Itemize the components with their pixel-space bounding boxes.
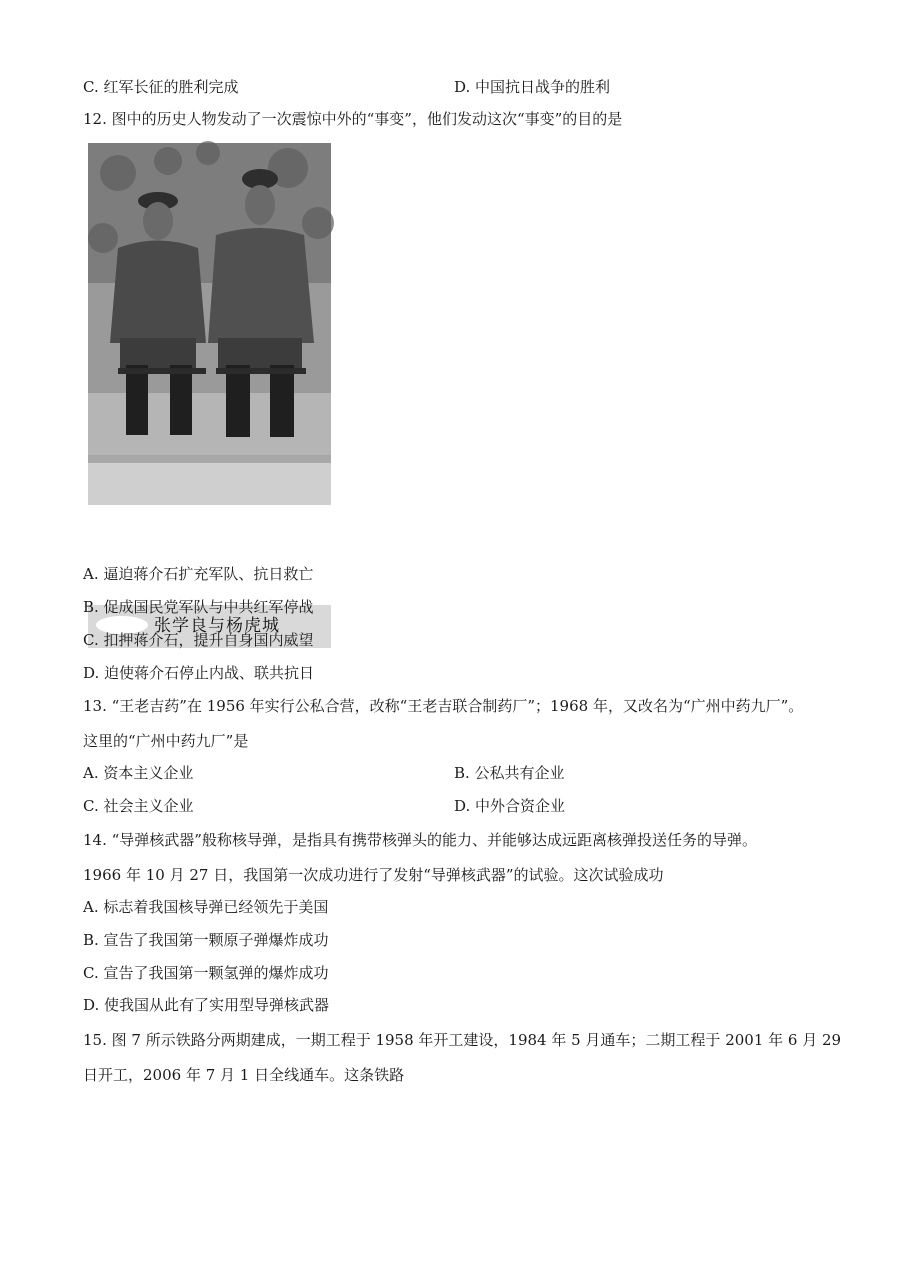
q11-option-d: D. 中国抗日战争的胜利	[454, 78, 611, 96]
q12-option-d: D. 迫使蒋介石停止内战、联共抗日	[83, 664, 315, 682]
q14-option-c: C. 宣告了我国第一颗氢弹的爆炸成功	[83, 964, 329, 982]
q12-option-a: A. 逼迫蒋介石扩充军队、抗日救亡	[83, 565, 314, 583]
q11-options-cd	[83, 77, 843, 97]
q11-option-c: C. 红军长征的胜利完成	[83, 78, 239, 96]
q13-option-a: A. 资本主义企业	[83, 764, 194, 782]
q13-options-ab	[83, 763, 843, 783]
q13-stem-line2: 这里的“广州中药九厂”是	[83, 732, 249, 750]
photo-illustration	[88, 143, 331, 505]
q14-option-d: D. 使我国从此有了实用型导弹核武器	[83, 996, 330, 1014]
q14-option-b: B. 宣告了我国第一颗原子弹爆炸成功	[83, 931, 329, 949]
q14-stem-line2: 1966 年 10 月 27 日，我国第一次成功进行了发射“导弹核武器”的试验。这次试验成功	[83, 866, 664, 884]
q13-option-d: D. 中外合资企业	[454, 797, 566, 815]
q13-option-b: B. 公私共有企业	[454, 764, 565, 782]
photo-caption: 张学良与杨虎城	[154, 616, 280, 636]
q12-stem: 12. 图中的历史人物发动了一次震惊中外的“事变”，他们发动这次“事变”的目的是	[83, 110, 623, 128]
q12-option-c: C. 扣押蒋介石，提升自身国内威望	[83, 631, 314, 649]
q12-option-b: B. 促成国民党军队与中共红军停战	[83, 598, 314, 616]
q14-stem-line1: 14. “导弹核武器”般称核导弹，是指具有携带核弹头的能力、并能够达成远距离核弹投送任务的导弹。	[83, 831, 757, 849]
q14-option-a: A. 标志着我国核导弹已经领先于美国	[83, 898, 329, 916]
q13-option-c: C. 社会主义企业	[83, 797, 194, 815]
q15-stem-line1: 15. 图 7 所示铁路分两期建成，一期工程于 1958 年开工建设，1984 年 5 月通车；二期工程于 2001 年 6 月 29	[83, 1031, 842, 1049]
q13-options-cd	[83, 796, 843, 816]
q15-stem-line2: 日开工，2006 年 7 月 1 日全线通车。这条铁路	[83, 1066, 405, 1084]
q13-stem-line1: 13. “王老吉药”在 1956 年实行公私合营，改称“王老吉联合制药厂”；1968 年，又改名为“广州中药九厂”。	[83, 697, 804, 715]
